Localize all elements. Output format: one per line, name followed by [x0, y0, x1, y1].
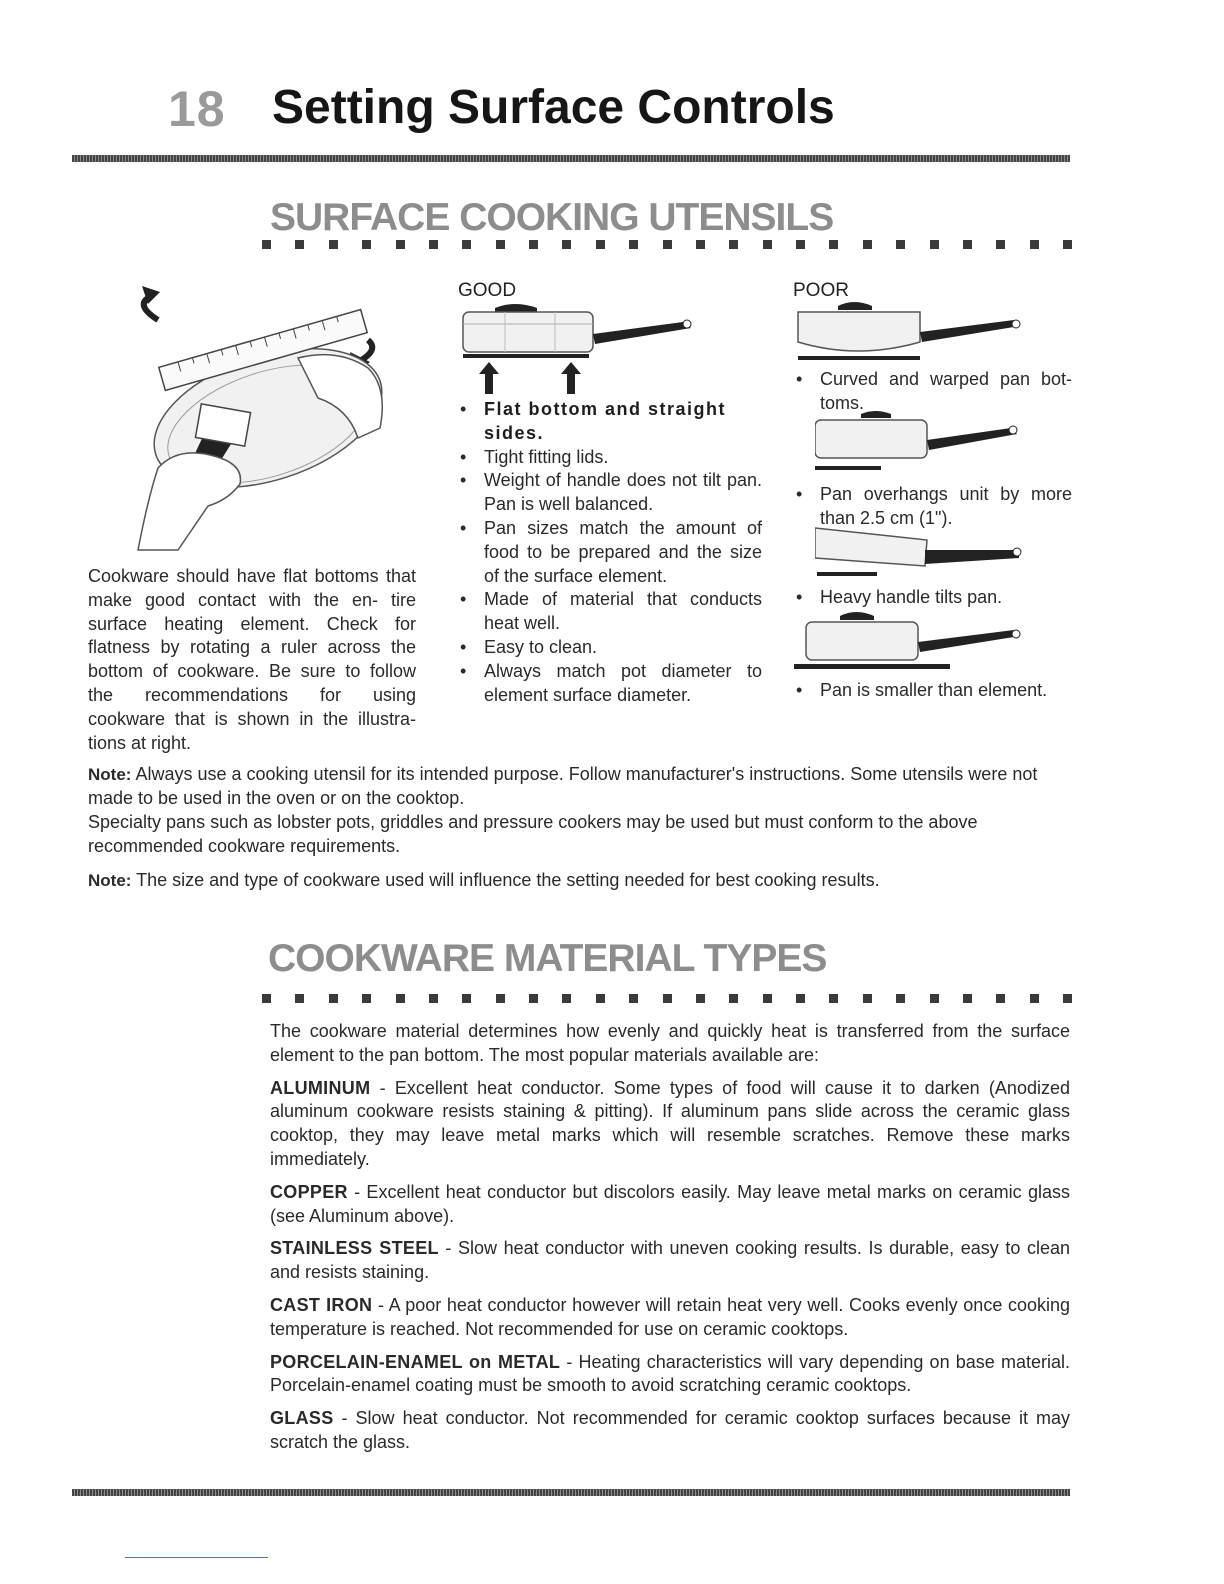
- poor-pan-curved-illustration: [792, 298, 1032, 366]
- good-label: GOOD: [458, 280, 517, 301]
- material-porcelain-enamel: PORCELAIN-ENAMEL on METAL - Heating characteristics will vary depending on base material. Porcelain-enamel coating must be smooth to avoid scratching ceramic cooktops.: [270, 1351, 1070, 1396]
- good-item: • Pan sizes match the amount of food to be prepared and the size of the surface element.: [456, 517, 762, 588]
- utensils-dotted-divider: [262, 240, 1072, 250]
- specialty-pans-text: Specialty pans such as lobster pots, griddles and pressure cookers may be used but must conform to the above recommended cookware requirements.: [88, 812, 978, 856]
- materials-intro: The cookware material determines how evenly and quickly heat is transferred from the surface element to the pan bottom. The most popular materials available are:: [270, 1021, 1070, 1065]
- poor-item-overhang-container: [792, 483, 1072, 531]
- header-rule: [72, 155, 1070, 162]
- poor-pan-small-illustration: [792, 610, 1032, 674]
- note-2-text: The size and type of cookware used will influence the setting needed for best cooking results.: [136, 870, 880, 890]
- material-name: GLASS: [270, 1408, 334, 1429]
- good-item: • Tight fitting lids.: [456, 446, 762, 470]
- good-item-flat-bottom: • Flat bottom and straight sides.: [456, 398, 762, 446]
- good-item: • Always match pot diameter to element surface diameter.: [456, 660, 762, 708]
- poor-item-small-container: [792, 679, 1082, 703]
- note-1-label: Note:: [88, 765, 132, 784]
- note-2-label: Note:: [88, 871, 132, 890]
- poor-item: • Heavy handle tilts pan.: [792, 586, 1072, 610]
- page-title: Setting Surface Controls: [272, 81, 835, 134]
- footer-rule: [72, 1489, 1070, 1496]
- note-1: [88, 763, 1068, 811]
- footer-link-line: [125, 1557, 268, 1558]
- good-item: • Weight of handle does not tilt pan. Pan is well balanced.: [456, 469, 762, 517]
- utensils-intro-text: Cookware should have flat bottoms that make good contact with the en- tire surface heating element. Check for flatness by rotating a ruler across the bottom of cookware. Be sure to follow the recommendations for using cookware that is shown in the illustra- tions at right.: [88, 566, 416, 753]
- material-glass: GLASS - Slow heat conductor. Not recommended for ceramic cooktop surfaces because it may scratch the glass.: [270, 1408, 1070, 1452]
- material-name: ALUMINUM: [270, 1077, 371, 1098]
- material-copper: COPPER - Excellent heat conductor but discolors easily. May leave metal marks on ceramic glass (see Aluminum above).: [270, 1181, 1070, 1226]
- up-arrow-icon: [561, 362, 581, 394]
- good-pan-illustration: [455, 298, 705, 396]
- material-cast-iron: CAST IRON - A poor heat conductor however will retain heat very well. Cooks evenly once cooking temperature is reached. Not recommended for use on ceramic cooktops.: [270, 1294, 1070, 1339]
- poor-item-curved-container: [792, 368, 1072, 416]
- poor-item: • Pan is smaller than element.: [792, 679, 1082, 703]
- material-name: COPPER: [270, 1181, 348, 1202]
- poor-label: POOR: [793, 280, 849, 301]
- materials-content: [270, 1020, 1070, 1464]
- good-item: • Easy to clean.: [456, 636, 762, 660]
- material-aluminum: ALUMINUM - Excellent heat conductor. Some types of food will cause it to darken (Anodized aluminum cookware resists staining & pitting). If aluminum pans slide across the ceramic glass cooktop, they may leave metal marks which will resemble scratches. Remove these marks immediately.: [270, 1077, 1070, 1169]
- material-stainless-steel: STAINLESS STEEL - Slow heat conductor with uneven cooking results. Is durable, easy to clean and resists staining.: [270, 1238, 1070, 1283]
- page-number: 18: [168, 81, 226, 137]
- ruler-check-illustration: [118, 278, 390, 556]
- poor-item: • Curved and warped pan bot- toms.: [792, 368, 1072, 416]
- material-name: STAINLESS STEEL: [270, 1238, 439, 1259]
- good-item: • Made of material that conducts heat well.: [456, 588, 762, 636]
- poor-item-tilt-container: [792, 586, 1072, 610]
- up-arrow-icon: [479, 362, 499, 394]
- materials-dotted-divider: [262, 994, 1072, 1004]
- note-2: [88, 869, 1068, 893]
- material-name: CAST IRON: [270, 1294, 373, 1315]
- material-name: PORCELAIN-ENAMEL on METAL: [270, 1351, 561, 1372]
- materials-heading: COOKWARE MATERIAL TYPES: [268, 937, 827, 980]
- poor-item: • Pan overhangs unit by more than 2.5 cm (1").: [792, 483, 1072, 531]
- utensils-heading: SURFACE COOKING UTENSILS: [270, 196, 834, 239]
- note-1-text: Always use a cooking utensil for its intended purpose. Follow manufacturer's instructions. Some utensils were not made to be used in the oven or on the cooktop.: [88, 764, 1038, 808]
- poor-pan-overhang-illustration: [815, 410, 1025, 476]
- good-list-container: [456, 398, 762, 707]
